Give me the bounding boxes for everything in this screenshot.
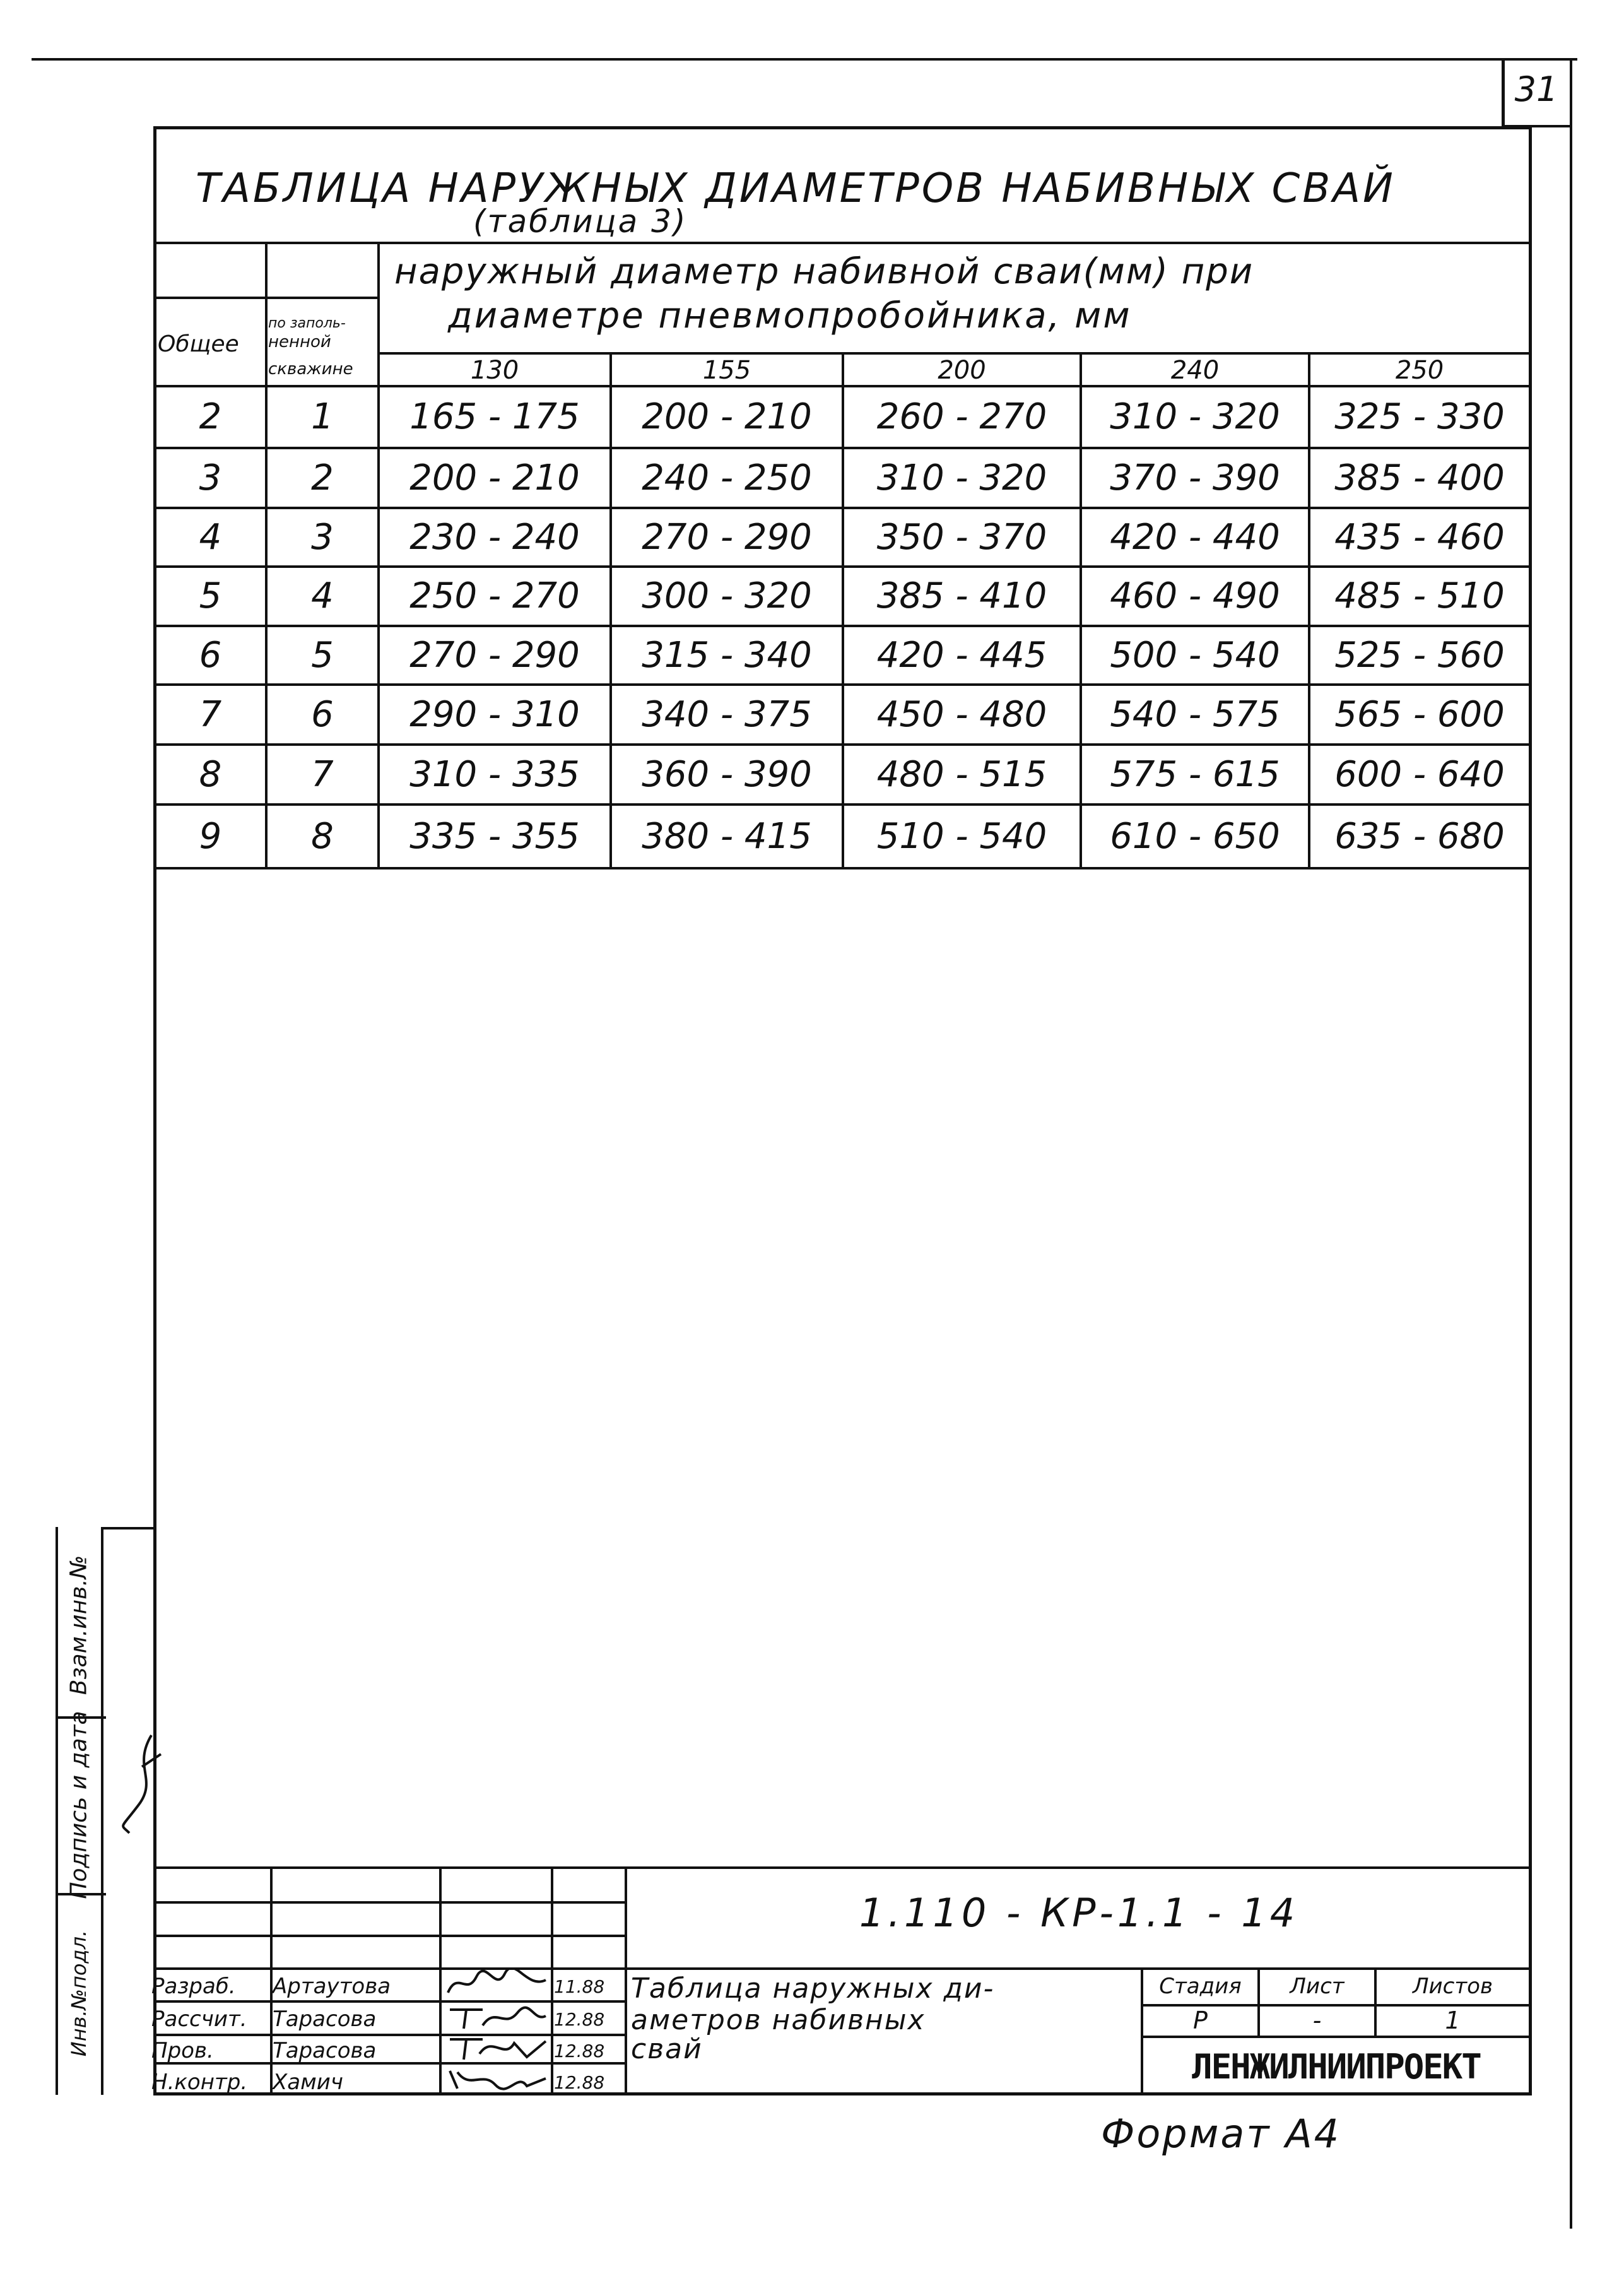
cell-d130: 230 - 240 xyxy=(409,516,580,558)
cell-d250: 525 - 560 xyxy=(1334,634,1505,676)
cell-d240: 500 - 540 xyxy=(1110,634,1280,676)
cell-filled: 2 xyxy=(311,457,334,498)
diameter-header-200: 200 xyxy=(938,356,986,385)
diameter-header-250: 250 xyxy=(1395,356,1444,385)
cell-d130: 290 - 310 xyxy=(409,693,580,735)
cell-d155: 270 - 290 xyxy=(642,516,812,558)
sheet-value: - xyxy=(1312,2007,1322,2034)
organization-name: ЛЕНЖИЛНИИПРОЕКТ xyxy=(1192,2047,1481,2087)
signature-tarasova-2 xyxy=(445,2032,549,2063)
stamp-role-4: Н.контр. xyxy=(151,2070,248,2095)
stamp-name-3: Тарасова xyxy=(273,2038,377,2063)
cell-general: 8 xyxy=(199,753,222,795)
cell-d200: 385 - 410 xyxy=(876,575,1047,616)
cell-d200: 420 - 445 xyxy=(876,634,1047,676)
cell-general: 6 xyxy=(199,634,222,676)
cell-general: 3 xyxy=(199,457,222,498)
cell-d240: 610 - 650 xyxy=(1110,815,1280,857)
cell-d155: 380 - 415 xyxy=(642,815,812,857)
cell-d200: 310 - 320 xyxy=(876,457,1047,498)
col-header-filled-2: ненной xyxy=(268,333,331,351)
page-subtitle: (таблица 3) xyxy=(473,203,688,240)
sheet-title-line1: Таблица наружных ди- xyxy=(631,1972,995,2005)
cell-d200: 450 - 480 xyxy=(876,693,1047,735)
cell-d130: 310 - 335 xyxy=(409,753,580,795)
sheets-value: 1 xyxy=(1445,2007,1461,2034)
cell-d155: 315 - 340 xyxy=(642,634,812,676)
stamp-date-4: 12.88 xyxy=(554,2072,605,2093)
cell-d130: 250 - 270 xyxy=(409,575,580,616)
diameter-header-130: 130 xyxy=(470,356,519,385)
cell-d155: 360 - 390 xyxy=(642,753,812,795)
sheet-number: 31 xyxy=(1514,69,1558,109)
cell-d200: 510 - 540 xyxy=(876,815,1047,857)
cell-d240: 310 - 320 xyxy=(1110,396,1280,437)
doc-code: 1.110 - КР-1.1 - 14 xyxy=(859,1890,1299,1936)
cell-d250: 385 - 400 xyxy=(1334,457,1505,498)
cell-d200: 260 - 270 xyxy=(876,396,1047,437)
cell-d250: 325 - 330 xyxy=(1334,396,1505,437)
cell-general: 2 xyxy=(199,396,222,437)
cell-general: 4 xyxy=(199,516,222,558)
stamp-role-2: Рассчит. xyxy=(151,2007,247,2032)
signature-artautova xyxy=(445,1967,549,1999)
group-header-line2: диаметре пневмопробойника, мм xyxy=(448,295,1132,336)
cell-d130: 200 - 210 xyxy=(409,457,580,498)
cell-d130: 270 - 290 xyxy=(409,634,580,676)
col-header-filled-1: по заполь- xyxy=(268,315,346,331)
page-title: ТАБЛИЦА НАРУЖНЫХ ДИАМЕТРОВ НАБИВНЫХ СВАЙ xyxy=(196,165,1396,212)
side-sign-date: Подпись и дата xyxy=(66,1711,92,1899)
cell-d155: 340 - 375 xyxy=(642,693,812,735)
cell-d155: 240 - 250 xyxy=(642,457,812,498)
sheet-title-line3: свай xyxy=(631,2033,703,2065)
sheets-label: Листов xyxy=(1412,1974,1493,1999)
side-instead-inv: Взам.инв.№ xyxy=(66,1555,92,1695)
cell-filled: 3 xyxy=(311,516,334,558)
cell-d250: 635 - 680 xyxy=(1334,815,1505,857)
signature-khamich xyxy=(445,2065,549,2093)
stamp-name-4: Хамич xyxy=(273,2070,343,2095)
cell-d240: 370 - 390 xyxy=(1110,457,1280,498)
cell-d155: 200 - 210 xyxy=(642,396,812,437)
cell-general: 9 xyxy=(199,815,222,857)
stamp-name-2: Тарасова xyxy=(273,2007,377,2032)
cell-filled: 1 xyxy=(311,396,334,437)
stamp-role-3: Пров. xyxy=(151,2038,214,2063)
cell-d155: 300 - 320 xyxy=(642,575,812,616)
stage-value: Р xyxy=(1193,2007,1208,2034)
cell-d250: 600 - 640 xyxy=(1334,753,1505,795)
stamp-date-1: 11.88 xyxy=(554,1976,605,1997)
format-label: Формат А4 xyxy=(1101,2111,1341,2157)
cell-filled: 7 xyxy=(311,753,334,795)
cell-d240: 460 - 490 xyxy=(1110,575,1280,616)
side-inv-orig: Инв.№подл. xyxy=(67,1930,91,2057)
cell-filled: 4 xyxy=(311,575,334,616)
cell-d130: 335 - 355 xyxy=(409,815,580,857)
cell-d200: 350 - 370 xyxy=(876,516,1047,558)
diameter-header-240: 240 xyxy=(1170,356,1220,385)
cell-general: 5 xyxy=(199,575,222,616)
stage-label: Стадия xyxy=(1159,1974,1242,1999)
cell-filled: 6 xyxy=(311,693,334,735)
stamp-date-2: 12.88 xyxy=(554,2009,605,2030)
col-header-general: Общее xyxy=(158,331,239,357)
signature-side-strip xyxy=(107,1729,164,1836)
sheet-label: Лист xyxy=(1290,1974,1345,1999)
cell-general: 7 xyxy=(199,693,222,735)
stamp-date-3: 12.88 xyxy=(554,2041,605,2061)
cell-d250: 435 - 460 xyxy=(1334,516,1505,558)
cell-d240: 575 - 615 xyxy=(1110,753,1280,795)
diameter-header-155: 155 xyxy=(702,356,751,385)
cell-filled: 8 xyxy=(311,815,334,857)
signature-tarasova-1 xyxy=(445,2000,549,2032)
cell-d240: 540 - 575 xyxy=(1110,693,1280,735)
cell-filled: 5 xyxy=(311,634,334,676)
stamp-name-1: Артаутова xyxy=(273,1974,391,1999)
stamp-role-1: Разраб. xyxy=(151,1974,236,1999)
sheet-title-line2: аметров набивных xyxy=(631,2004,926,2036)
col-header-filled-3: скважине xyxy=(268,360,353,379)
cell-d250: 565 - 600 xyxy=(1334,693,1505,735)
cell-d240: 420 - 440 xyxy=(1110,516,1280,558)
cell-d250: 485 - 510 xyxy=(1334,575,1505,616)
group-header-line1: наружный диаметр набивной сваи(мм) при xyxy=(394,251,1254,292)
cell-d130: 165 - 175 xyxy=(409,396,580,437)
cell-d200: 480 - 515 xyxy=(876,753,1047,795)
